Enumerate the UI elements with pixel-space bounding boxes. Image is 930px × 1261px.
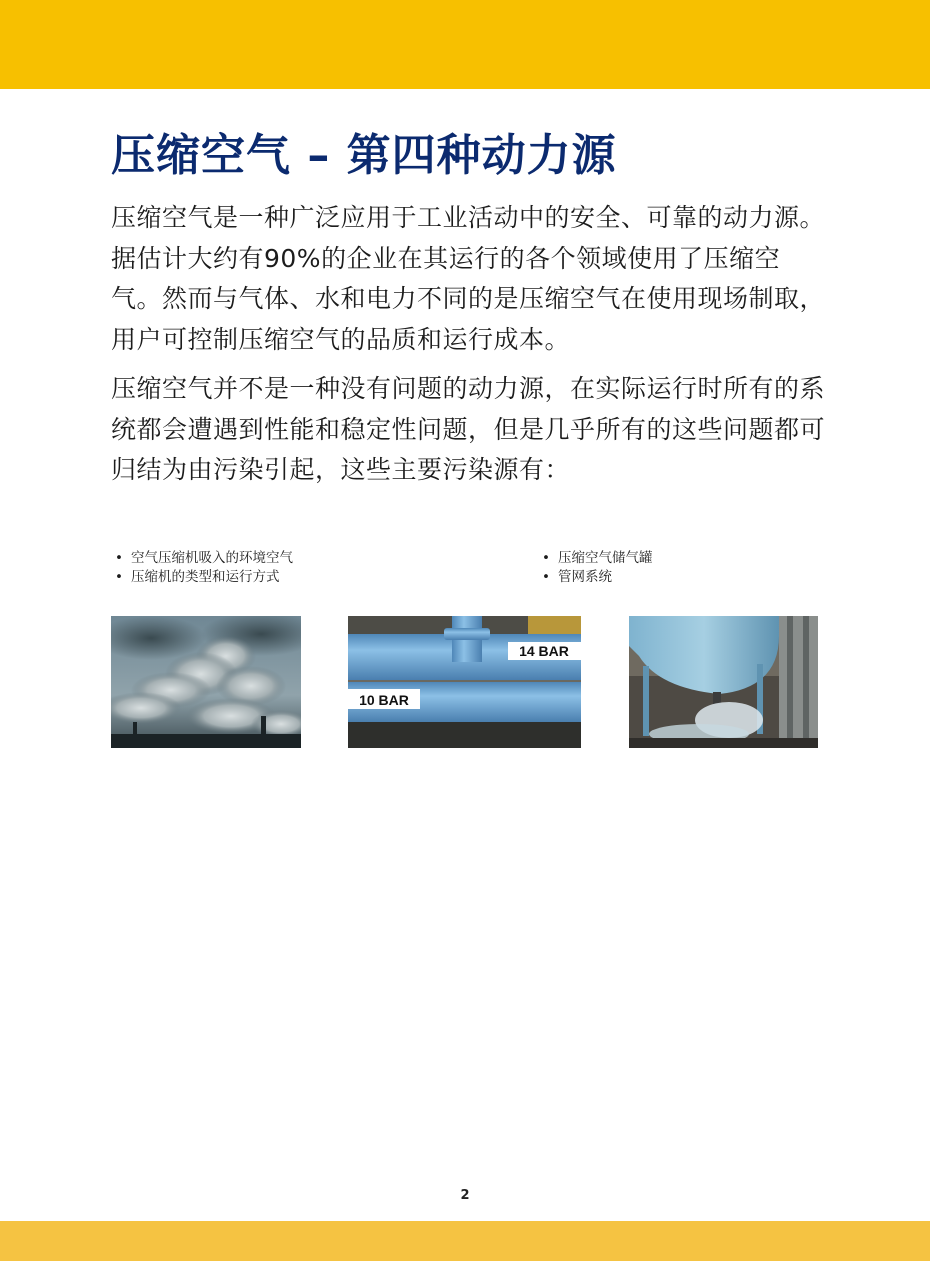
header-yellow-band bbox=[0, 0, 930, 89]
footer-yellow-band bbox=[0, 1221, 930, 1261]
pipework-photo bbox=[348, 616, 581, 748]
contamination-sources-list-right bbox=[538, 549, 653, 587]
page-number: 2 bbox=[460, 1188, 470, 1203]
list-item: • 空气压缩机吸入的环境空气 bbox=[111, 549, 293, 568]
intro-paragraph-2: 压缩空气并不是一种没有问题的动力源，在实际运行时所有的系统都会遭遇到性能和稳定性问题，但是几乎所有的这些问题都可归结为由污染引起，这些主要污染源有： bbox=[111, 374, 826, 484]
list-item: • 压缩机的类型和运行方式 bbox=[111, 568, 293, 587]
pressure-label-top: 14 BAR bbox=[519, 643, 569, 659]
list-item: • 管网系统 bbox=[538, 568, 653, 587]
ambient-air-smoke-photo bbox=[111, 616, 301, 748]
list-item: • 压缩空气储气罐 bbox=[538, 549, 653, 568]
air-receiver-tank-photo bbox=[629, 616, 818, 748]
intro-paragraph-1: 压缩空气是一种广泛应用于工业活动中的安全、可靠的动力源。据估计大约有90%的企业在其运行的各个领域使用了压缩空气。然而与气体、水和电力不同的是压缩空气在使用现场制取，用户可控制压缩空气的品质和运行成本。 bbox=[111, 203, 826, 354]
pressure-label-bottom: 10 BAR bbox=[359, 692, 409, 708]
contamination-sources-list-left bbox=[111, 549, 293, 587]
page-title: 压缩空气 – 第四种动力源 bbox=[111, 130, 617, 181]
